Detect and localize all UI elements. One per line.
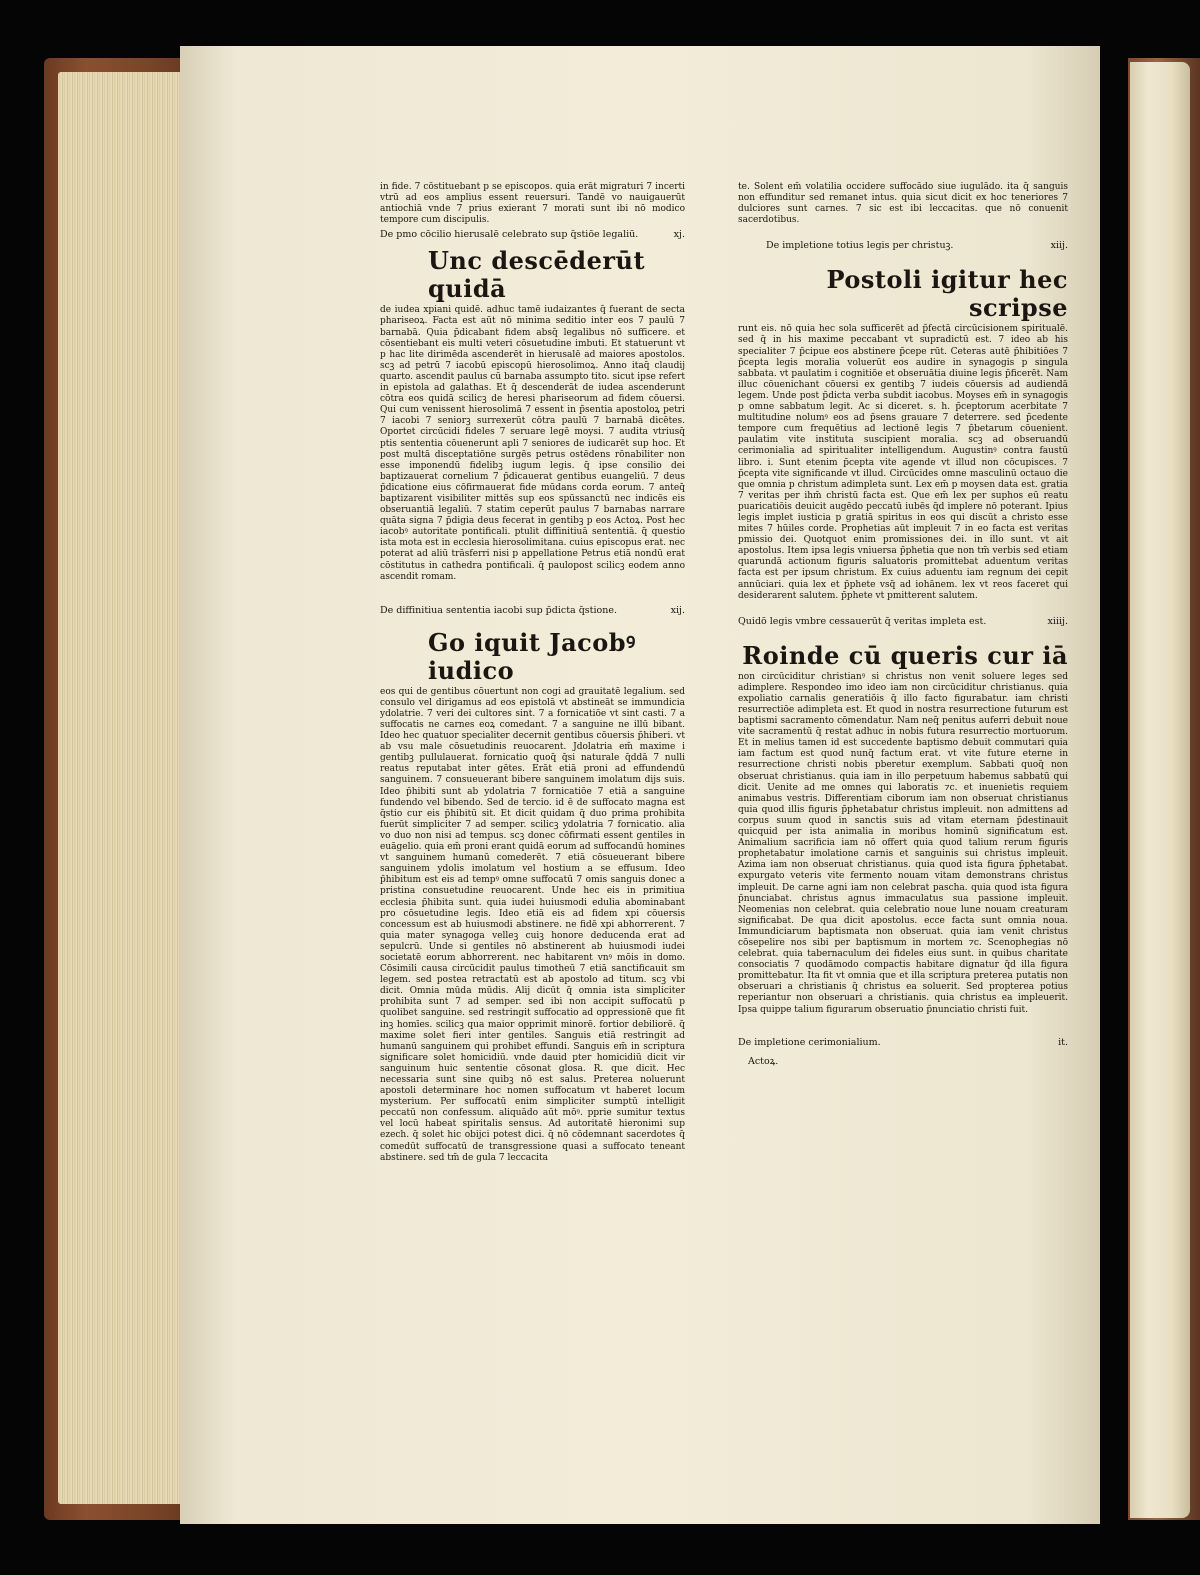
right-paragraph-2: non circūciditur christianꝰ si christus non venit soluere leges sed adimplere. Respondeo imo ideo iam non circūciditur christianus. quia expoliatio carnalis generatiōis q̄ illo facto figurabatur. iam christi resurrectiōe adimpleta est. Et quod in nostra resurrectione futurum est baptismi sacramento cōmendatur. Nam neq̄ penitus auferri debuit noue vite sacramentū q̄ restat adhuc in nobis futura resurrectio mortuorum. Et in melius tamen id est succedente baptismo debuit commutari quia iam factum est quod nunq̄ factum erat. vt vite future eterne in resurrectione christi nobis pberetur exemplum. Sabbati quoq̄ non obseruat christianus. quia iam in illo perpetuum habemus sabbatū qui dicit. Uenite ad me omnes qui laboratis ⁊c. et inuenietis requiem animabus vestris. Differentiam ciborum iam non obseruat christianus quia quod illis figuris p̄phetabatur christus impleuit. non admittens ad corpus suum quod in sanctis suis ad vitam eternam p̄destinauit quicquid per ista animalia in moribus hominū significatum est. Animalium sacrificia iam nō offert quia quod talium rerum figuris prophetabatur imolatione carnis et sanguinis sui christus impleuit. Azima iam non obseruat christianus. quia quod ista figura p̄phetabat. expurgato veteris vite fermento nouam vitam demonstrans christus impleuit. De carne agni iam non celebrat pascha. quia quod ista figura p̄nunciabat. christus agnus immaculatus sua passione impleuit. Neomenias non celebrat. quia celebratio noue lune nouam creaturam significabat. De qua dicit apostolus. ecce facta sunt omnia noua. Immundiciarum baptismata non obseruat. quia iam venit christus cōsepelire nos sibi per baptismum in mortem ⁊c. Scenophegias nō celebrat. quia tabernaculum dei fideles eius sunt. in quibus charitate consociatis 7 quodāmodo compactis habitare dignatur q̄d illa figura promittebatur. Ita fit vt omnia que et illa scriptura preterea putatis non obseruari a christianis q̄ christus ea soluerit. Sed propterea potius reperiantur non obseruari a christianis. quia christus ea impleuerit. Ipsa quippe talium figurarum obseruatio p̄nunciatio christi fuit. [738,671,1068,1015]
right-heading-1-number: xiij. [1050,240,1068,252]
left-heading-1-text: De pmo cōcilio hierusalē celebrato sup q̄stiōe legaliū. [380,229,639,241]
left-heading-2-number: xij. [670,604,685,616]
right-heading-1 [738,240,1068,252]
left-heading-1 [380,229,685,241]
book-page [180,46,1100,1524]
left-initial-heading-1: Unc descēderūt quidā [428,246,646,304]
right-heading-1-text: De impletione totius legis per christuꝫ. [766,240,954,252]
left-paragraph-2: eos qui de gentibus cōuertunt non cogi ad grauitatē legalium. sed consulo vel dirigamus ad eos epistolā vt abstineāt se immundicia ydolatrie. 7 veri dei cultores sint. 7 a fornicatiōe vt sint casti. 7 a suffocatis ne carnes eoꝝ comedant. 7 a sanguine ne illū bibant. Ideo hec quatuor specialiter decernit gentibus cōuersis p̄hiberi. vt ab vsu male cōsuetudinis reuocarent. Jdolatria em̄ maxime i gentibꝫ pullulauerat. fornicatio quoq̄ q̄si naturale q̄ddā 7 nulli reatus reputabat inter gētes. Erāt etiā proni ad effundendū sanguinem. 7 consueuerant bibere sanguinem imolatum dijs suis. Ideo p̄hibiti sunt ab ydolatria 7 fornicatiōe 7 etiā a sanguine fundendo vel bibendo. Sed de tercio. id ē de suffocato magna est q̄stio cur eis p̄hibitū sit. Et dicit quidam q̄ duo prima prohibita fuerūt simpliciter 7 ad semper. scilicꝫ ydolatria 7 fornicatio. alia vo duo non nisi ad tempus. scꝫ donec cōfirmati essent gentiles in euāgelio. quia em̄ proni erant quidā eorum ad suffocandū homines vt sanguinem humanū comederēt. 7 etiā cōsueuerant bibere sanguinem ydolis imolatum vel hostium a se effusum. Ideo p̄hibitum est eis ad tempꝰ omne suffocatū 7 omis sanguis donec a pristina consuetudine reuocarent. Unde hec eis in primitiua ecclesia p̄hibita sunt. quia iudei huiusmodi edulia abominabant pro cōsuetudine legis. Ideo etiā eis ad fidem xpi cōuersis concessum est ab huiusmodi abstinere. ne fidē xpi abhorrerent. 7 quia mater synagoga velleꝫ cuiꝫ honore deducenda erat ad sepulcrū. Unde si gentiles nō abstinerent ab huiusmodi iudei societatē eorum abhorrerent. nec habitarent vnꝰ mōis in domo. Cōsimili causa circūcidit paulus timotheū 7 etiā sanctificauit sm legem. sed postea retractatū est ab apostolo ad titum. scꝫ vbi dicit. Omnia mūda mūdis. Alij dicūt q̄ omnia ista simpliciter prohibita sunt 7 ad semper. sed ibi non accipit suffocatū p quolibet sanguine. sed restringit suffocatio ad oppressionē que fit inꝫ homīes. scilicꝫ qua maior opprimit minorē. fortior debiliorē. q̄ maxime solet fieri inter gentiles. Sanguis etiā restringit ad humanū sanguinem qui prohibet effundi. Sanguis em̄ in scriptura significare solet homicidiū. vnde dauid pter homicidiū dicit vir sanguinum huic sententie cōsonat glosa. R. que dicit. Hec necessaria sunt sine quibꝫ nō est salus. Preterea noluerunt apostoli determinare hoc nomen suffocatum vt haberet locum mysterium. Per suffocatū enim simpliciter sumptū intelligit peccatū non confessum. aliquādo aūt mōꝰ. pprie sumitur textus vel locū habeat spiritalis sensus. Ad autoritatē hieronimi sup ezech. q̄ solet hic obijci potest dici. q̄ nō cōdemnant sacerdotes q̄ comedūt suffocatū de transgressione quasi a suffocato teneant abstinere. sed tm̄ de gula 7 leccacita [380,686,685,1163]
right-tail-heading-text: De impletione cerimonialium. [738,1036,881,1048]
left-initial-heading-2: Go iquit Jacobꝰ iudico [428,627,636,685]
left-heading-1-number: xj. [673,229,685,241]
left-paragraph-1: de iudea xpiani quidē. adhuc tamē iudaizantes q̄ fuerant de secta phariseoꝝ. Facta est aūt nō minima seditio inter eos 7 paulū 7 barnabā. Quia p̄dicabant fidem absq̄ legalibus nō sufficere. et cōsentiebant eis multi veteri cōsuetudine imbuti. Et statuerunt vt p hac lite dirimēda ascenderēt in hierusalē ad maiores apostolos. scꝫ ad petrū 7 iacobū episcopū hierosolimoꝝ. Anno itaq̄ claudij quarto. ascendit paulus cū barnaba assumpto tito. sicut ipse refert in epistola ad galathas. Et q̄ descenderāt de iudea ascenderunt cōtra eos quidā scilicꝫ de heresi phariseorum ad fidem cōuersi. Qui cum venissent hierosolimā 7 essent in p̄sentia apostoloꝝ petri 7 iacobi 7 seniorꝫ surrexerūt cōtra paulū 7 barnabā dicētes. Oportet circūcidi fideles 7 seruare legē moysi. 7 audita vtriusq̄ ptis sententia cōuenerunt apli 7 seniores de iudicarēt sup hoc. Et post multā disceptatiōne surgēs petrus ostēdens rōnabiliter non esse imponendū fidelibꝫ iugum legis. q̄ ipse consilio dei baptizauerat cornelium 7 p̄dicauerat gentibus euangeliū. 7 deus p̄dicatione eius cōfirmauerat fide mūdans corda eorum. 7 anteq̄ baptizarent visibiliter mittēs sup eos spūssanctū nec indicēs eis obseruantiā legaliū. 7 statim ceperūt paulus 7 barnabas narrare quāta signa 7 p̄digia deus fecerat in gentibꝫ p eos Actoꝝ. Post hec iacobꝰ autoritate pontificali. ptulit diffinitiuā sententiā. q̄ questio ista mota est in ecclesia hierosolimitana. cuius episcopus erat. nec poterat ad aliū trāsferri nisi p appellatione Petrus etiā nondū erat cōstitutus in cathedra pontificali. q̄ paulopost scilicꝫ eodem anno ascendit romam. [380,305,685,582]
right-column [738,182,1068,1068]
right-tail-heading [738,1036,1068,1049]
right-tail-line: Actoꝝ. [748,1055,779,1067]
right-paragraph-1: runt eis. nō quia hec sola sufficerēt ad p̄fectā circūcisionem spiritualē. sed q̄ in his maxime peccabant vt supradictū est. 7 ideo ab his specialiter 7 p̄cipue eos abstinere p̄cepe rūt. Ceteras autē p̄hibitiōes 7 p̄cepta legis moralia voluerūt eos audire in synagogis p singula sabbata. vt paulatim i cognitiōe et obseruātia diuine legis p̄ficerēt. Nam illuc cōuenichant cōuersi ex gentibꝫ 7 iudeis cōuersis ad audiendā legem. Unde post p̄dicta verba subdit iacobus. Moyses em̄ in synagogis p omne sabbatum legit. Ac si diceret. s. h. p̄ceptorum acerbitate 7 multitudine nolumꝰ eos ad p̄sens grauare 7 deterrere. sed p̄cedente tempore cum frequētius ad lectionē legis 7 p̄betarum cōuenient. paulatim vite instituta suscipient moralia. scꝫ ad obseruandū cerimonialia ad spiritualiter intelligendum. Augustinꝰ contra faustū libro. i. Sunt etenim p̄cepta vite agende vt illud non cōcupisces. 7 p̄cepta vite significande vt illud. Circūcides omne masculinū octauo die que omnia p christum adimpleta sunt. Lex em̄ p moysen data est. gratia 7 veritas per ihm̄ christū facta est. Que em̄ lex per suphos eū reatu puaricatiōis deuicit augēdo peccatū iubēs q̄d implere nō poterant. Ipius legis implet iusticia p gratiā spiritus in eos qui discūt a christo esse mites 7 hūiles corde. Prophetias aūt impleuit 7 in eo facta est veritas pmissio dei. Quotquot enim promissiones dei. in illo sunt. vt ait apostolus. Item ipsa legis vniuersa p̄phetia que non tm̄ verbis sed etiam quarundā actionum figuris saluatoris promittebat aduentum veritas facta est per ipsum christum. Ex cuius aduentu iam regnum dei cepit annūciari. quia lex et p̄phete vsq̄ ad iohānem. lex vt reos faceret qui desiderarent salutem. p̄phete vt pmitterent salutem. [738,324,1068,601]
right-heading-2-text: Quidō legis vmbre cessauerūt q̄ veritas impleta est. [738,615,987,627]
left-intro-paragraph: in fide. 7 cōstituebant p se episcopos. quia erāt migraturi 7 incerti vtrū ad eos amplius essent reuersuri. Tandē vo nauigauerūt antiochiā vnde 7 prius exierant 7 morati sunt ibi nō modico tempore cum discipulis. [380,182,685,226]
right-heading-2 [738,616,1068,628]
right-heading-2-number: xiiij. [1047,615,1068,627]
right-initial-heading-1: Postoli igitur hec scripse [826,265,1068,323]
right-tail-heading-number: it. [1058,1036,1068,1048]
left-heading-2 [380,605,685,617]
facing-page-edge [1130,62,1190,1518]
right-initial-heading-2: Roinde cū queris cur iā [742,640,1068,670]
right-intro-paragraph: te. Solent em̄ volatilia occidere suffocādo siue iugulādo. ita q̄ sanguis non effunditur sed remanet intus. quia sicut dicit ex hoc teneriores 7 dulciores sunt carnes. 7 sic est ibi leccacitas. que nō conuenit sacerdotibus. [738,182,1068,226]
left-column [380,182,685,1164]
left-heading-2-text: De diffinitiua sententia iacobi sup p̄dicta q̄stione. [380,604,617,616]
